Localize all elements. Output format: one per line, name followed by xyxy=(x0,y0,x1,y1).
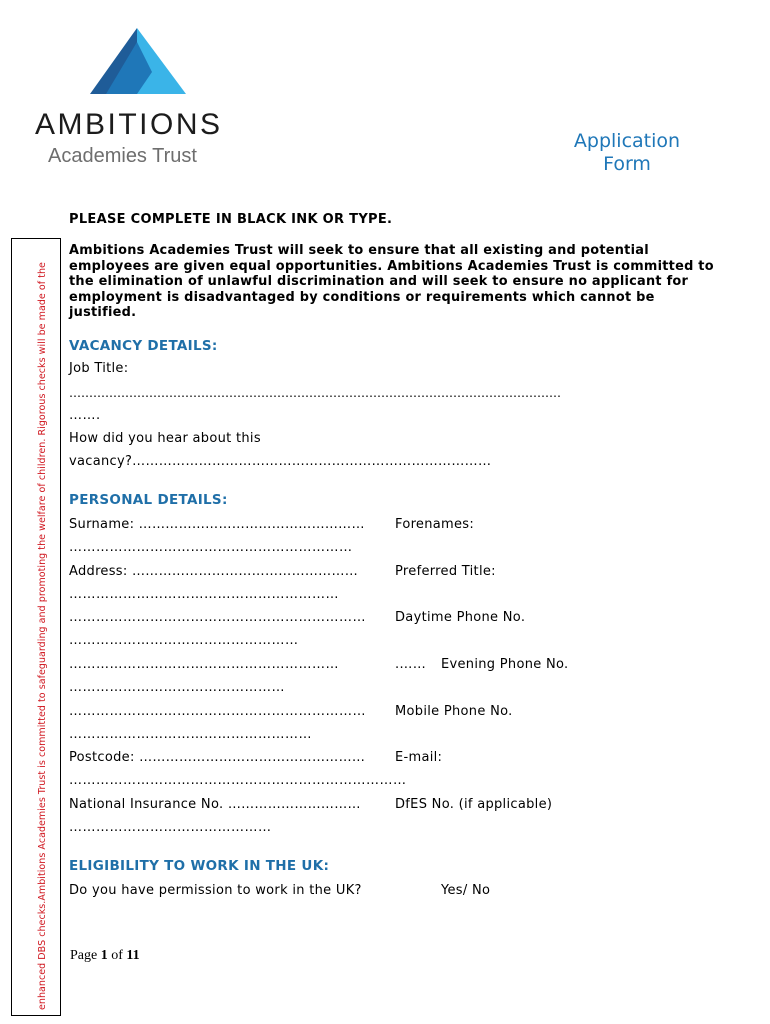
ambitions-logo-icon xyxy=(90,28,186,96)
hear-about-label: How did you hear about this xyxy=(69,431,261,446)
email-field[interactable]: ………………………………………………………………… xyxy=(69,773,407,788)
work-permission-question: Do you have permission to work in the UK? xyxy=(69,883,362,898)
address-field[interactable]: Address: …………………………………………… xyxy=(69,564,359,579)
work-permission-answer[interactable]: Yes/ No xyxy=(441,883,491,898)
job-title-field[interactable]: …………………………………………………………………………………………………………… xyxy=(69,386,561,400)
address-line-2-field[interactable]: ………………………………………………………… xyxy=(69,610,366,625)
dfes-field[interactable]: ……………………………………… xyxy=(69,820,272,835)
preferred-title-field[interactable]: …………………………………………………… xyxy=(69,587,339,602)
job-title-label: Job Title: xyxy=(69,361,129,376)
instruction-text: PLEASE COMPLETE IN BLACK INK OR TYPE. xyxy=(69,212,393,227)
page-total: 11 xyxy=(126,948,140,963)
address-line-4-field[interactable]: ………………………………………………………… xyxy=(69,704,366,719)
page-number xyxy=(70,948,140,964)
surname-field[interactable]: Surname: …………………………………………… xyxy=(69,517,365,532)
of-word: of xyxy=(111,948,123,963)
mobile-phone-field[interactable]: ……………………………………………… xyxy=(69,727,312,742)
logo-wordmark: AMBITIONS xyxy=(35,108,223,141)
mobile-phone-label: Mobile Phone No. xyxy=(395,704,513,719)
dfes-label: DfES No. (if applicable) xyxy=(395,797,553,812)
postcode-field[interactable]: Postcode: …………………………………………… xyxy=(69,750,366,765)
eligibility-heading: ELIGIBILITY TO WORK IN THE UK: xyxy=(69,858,330,874)
page-current: 1 xyxy=(100,948,108,963)
email-label: E-mail: xyxy=(395,750,443,765)
hear-about-field[interactable]: vacancy?……………………………………………………………………… xyxy=(69,454,492,469)
sidebar-notice-box xyxy=(11,238,61,1016)
job-title-field-continued[interactable]: ……. xyxy=(69,408,101,423)
preferred-title-label: Preferred Title: xyxy=(395,564,496,579)
logo-subname: Academies Trust xyxy=(48,145,197,167)
national-insurance-field[interactable]: National Insurance No. ………………………… xyxy=(69,797,361,812)
vacancy-details-heading: VACANCY DETAILS: xyxy=(69,338,218,354)
address-line-3-field[interactable]: …………………………………………………… xyxy=(69,657,339,672)
evening-phone-label: Evening Phone No. xyxy=(441,657,569,672)
forenames-field[interactable]: ……………………………………………………… xyxy=(69,540,353,555)
forenames-label: Forenames: xyxy=(395,517,475,532)
evening-phone-field[interactable]: ………………………………………… xyxy=(69,680,285,695)
daytime-phone-label: Daytime Phone No. xyxy=(395,610,526,625)
evening-phone-prefix: .…… xyxy=(395,657,427,672)
personal-details-heading: PERSONAL DETAILS: xyxy=(69,492,228,508)
daytime-phone-field[interactable]: …………………………………………… xyxy=(69,633,299,648)
page-word: Page xyxy=(70,948,98,963)
sidebar-notice-text: enhanced DBS checks.Ambitions Academies Trust is committed to safeguarding and promoting the welfare of children. Rigorous checks will be made of the xyxy=(37,262,48,1010)
equal-opportunities-statement: Ambitions Academies Trust will seek to ensure that all existing and potential employees are given equal opportunities. Ambitions Academies Trust is committed to the elimination of unlawful discrimination and will seek to ensure no applicant for employment is disadvantaged by conditions or requirements which cannot be justified. xyxy=(69,243,714,320)
form-title: Application Form xyxy=(573,130,681,175)
